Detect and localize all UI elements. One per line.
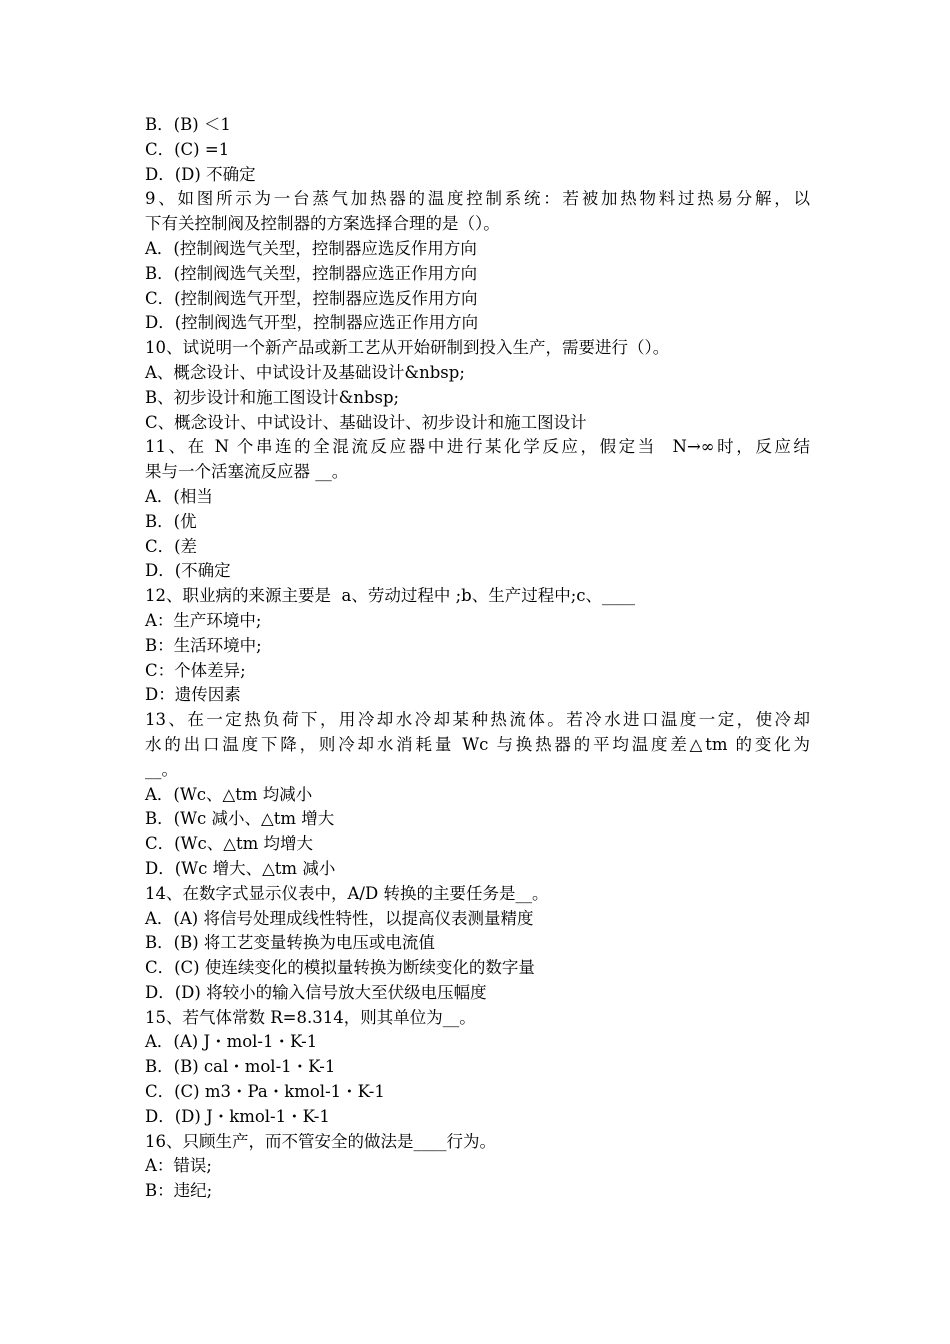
answer-option-line: B．(控制阀选气关型，控制器应选正作用方向: [145, 263, 478, 283]
answer-option-line: B：违纪;: [145, 1181, 213, 1201]
document-page: [145, 113, 810, 1204]
question-text-line: 10、试说明一个新产品或新工艺从开始研制到投入生产，需要进行（）。: [145, 338, 670, 358]
answer-option-line: D：遗传因素: [145, 685, 241, 705]
question-text-line: 16、只顾生产，而不管安全的做法是____行为。: [145, 1131, 496, 1151]
answer-option-line: B．(B) 将工艺变量转换为电压或电流值: [145, 933, 435, 953]
answer-option-line: B．(Wc 减小、△tm 增大: [145, 809, 335, 829]
answer-option-line: D．(D) 将较小的输入信号放大至伏级电压幅度: [145, 982, 487, 1002]
answer-option-line: B．(优: [145, 511, 197, 531]
answer-option-line: A．(A) 将信号处理成线性特性，以提高仪表测量精度: [145, 908, 534, 928]
answer-option-line: D．(控制阀选气开型，控制器应选正作用方向: [145, 313, 479, 333]
question-text-line: __。: [145, 759, 178, 779]
answer-option-line: A、概念设计、中试设计及基础设计&nbsp;: [145, 362, 465, 382]
question-text-line: 11、在 N 个串连的全混流反应器中进行某化学反应，假定当 N→∞时，反应结: [145, 437, 810, 457]
answer-option-line: C、概念设计、中试设计、基础设计、初步设计和施工图设计: [145, 412, 587, 432]
question-text-line: 果与一个活塞流反应器 __。: [145, 462, 349, 482]
question-text-line: 9、如图所示为一台蒸气加热器的温度控制系统：若被加热物料过热易分解，以: [145, 189, 810, 209]
answer-option-line: A．(A) J・mol-1・K-1: [145, 1032, 318, 1052]
answer-option-line: C：个体差异;: [145, 660, 246, 680]
question-text-line: 水的出口温度下降，则冷却水消耗量 Wc 与换热器的平均温度差△tm 的变化为: [145, 734, 810, 754]
answer-option-line: B、初步设计和施工图设计&nbsp;: [145, 387, 400, 407]
question-text-line: 15、若气体常数 R=8.314，则其单位为__。: [145, 1007, 476, 1027]
answer-option-line: B．(B) ＜1: [145, 115, 231, 134]
answer-option-line: D．(Wc 增大、△tm 减小: [145, 858, 336, 878]
answer-option-line: D．(D) J・kmol-1・K-1: [145, 1106, 330, 1126]
answer-option-line: A．(相当: [145, 486, 213, 506]
question-text-line: 14、在数字式显示仪表中，A/D 转换的主要任务是__。: [145, 883, 549, 903]
answer-option-line: C．(Wc、△tm 均增大: [145, 834, 313, 854]
question-text-line: 13、在一定热负荷下，用冷却水冷却某种热流体。若冷水进口温度一定，使冷却: [145, 710, 810, 730]
question-text-line: 12、职业病的来源主要是 a、劳动过程中 ;b、生产过程中;c、____: [145, 586, 635, 606]
answer-option-line: A：错误;: [145, 1156, 212, 1176]
answer-option-line: C．(C) m3・Pa・kmol-1・K-1: [145, 1082, 385, 1102]
answer-option-line: A．(控制阀选气关型，控制器应选反作用方向: [145, 238, 477, 258]
question-text-line: 下有关控制阀及控制器的方案选择合理的是（）。: [145, 214, 500, 234]
answer-option-line: B．(B) cal・mol-1・K-1: [145, 1057, 336, 1077]
answer-option-line: A：生产环境中;: [145, 610, 262, 630]
answer-option-line: A．(Wc、△tm 均减小: [145, 784, 313, 804]
answer-option-line: C．(C) =1: [145, 139, 230, 159]
answer-option-line: C．(控制阀选气开型，控制器应选反作用方向: [145, 288, 478, 308]
answer-option-line: D．(不确定: [145, 561, 231, 581]
answer-option-line: C．(C) 使连续变化的模拟量转换为断续变化的数字量: [145, 958, 535, 978]
answer-option-line: C．(差: [145, 536, 198, 556]
answer-option-line: B：生活环境中;: [145, 635, 262, 655]
answer-option-line: D．(D) 不确定: [145, 164, 256, 184]
